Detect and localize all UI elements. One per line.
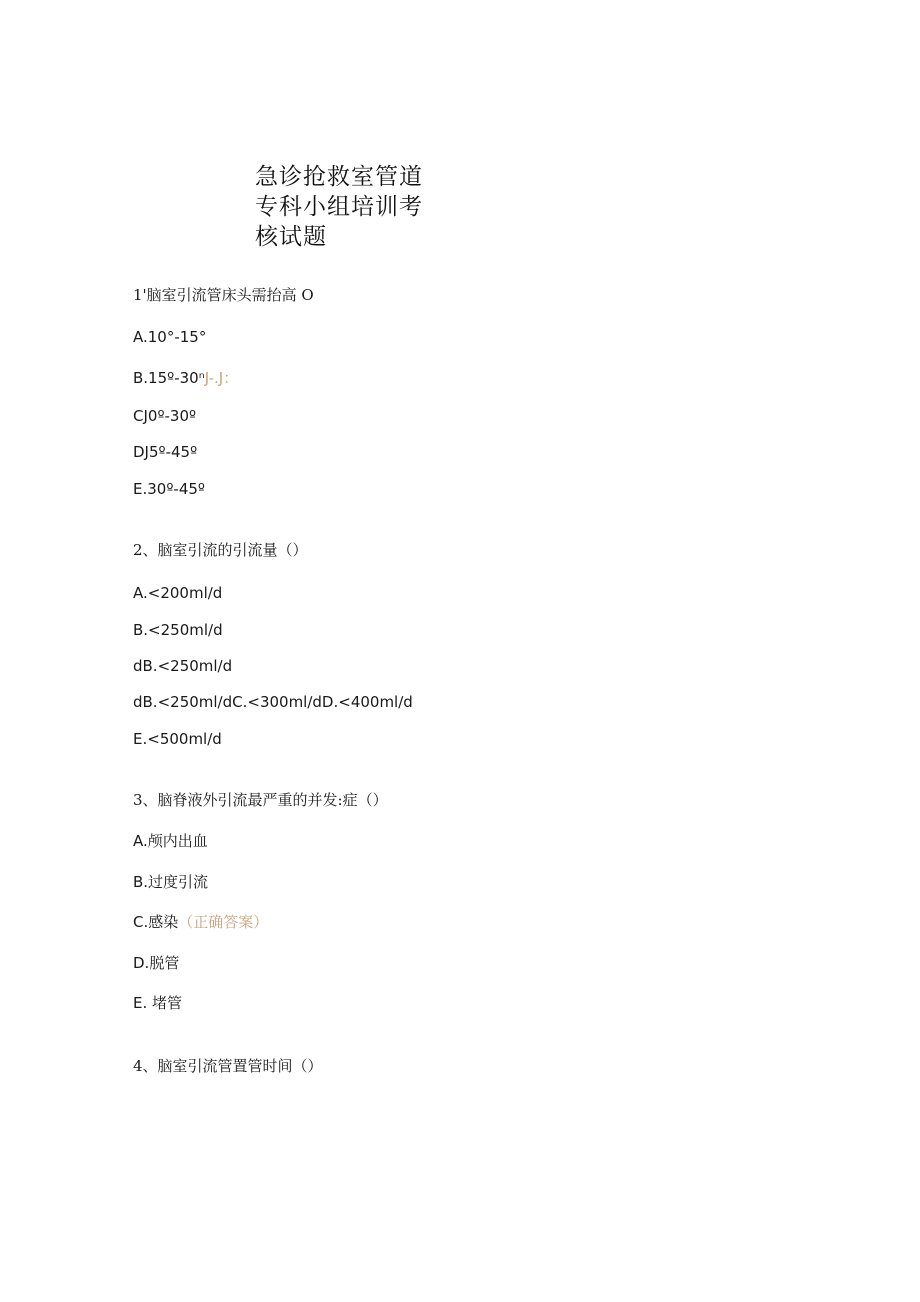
- option: CJ0º-30º: [133, 407, 197, 425]
- correct-answer-mark: （正确答案）: [178, 913, 269, 931]
- option: E. 堵管: [133, 994, 183, 1012]
- answer-mark: J-.J：: [204, 369, 239, 387]
- option: [133, 912, 268, 932]
- option: dB.<250ml∕d: [133, 657, 233, 675]
- option: [133, 368, 238, 388]
- option-text: B.15º-30ⁿ: [133, 369, 205, 387]
- option: dB.<250ml∕dC.<300ml∕dD.<400ml∕d: [133, 693, 413, 711]
- question-stem: 1'脑室引流管床头需抬高 O: [133, 286, 314, 304]
- option: D.脱管: [133, 954, 180, 972]
- option: E.30º-45º: [133, 480, 205, 498]
- option: A.<200ml∕d: [133, 584, 223, 602]
- option: E.<500ml∕d: [133, 730, 222, 748]
- title-line: 核试题: [255, 224, 327, 250]
- question-stem: 3、脑脊液外引流最严重的并发:症（）: [133, 791, 388, 809]
- exam-title: [255, 162, 435, 252]
- option: B.过度引流: [133, 873, 209, 891]
- option: A.颅内出血: [133, 832, 208, 850]
- option: DJ5º-45º: [133, 443, 198, 461]
- title-line: 急诊抢救室管道: [255, 164, 423, 190]
- option-text: C.感染: [133, 913, 179, 931]
- question-stem: 2、脑室引流的引流量（）: [133, 541, 308, 559]
- option: B.<250ml∕d: [133, 621, 223, 639]
- option: A.10°-15°: [133, 328, 207, 346]
- question-stem: 4、脑室引流管置管时间（）: [133, 1057, 323, 1075]
- title-line: 专科小组培训考: [255, 194, 423, 220]
